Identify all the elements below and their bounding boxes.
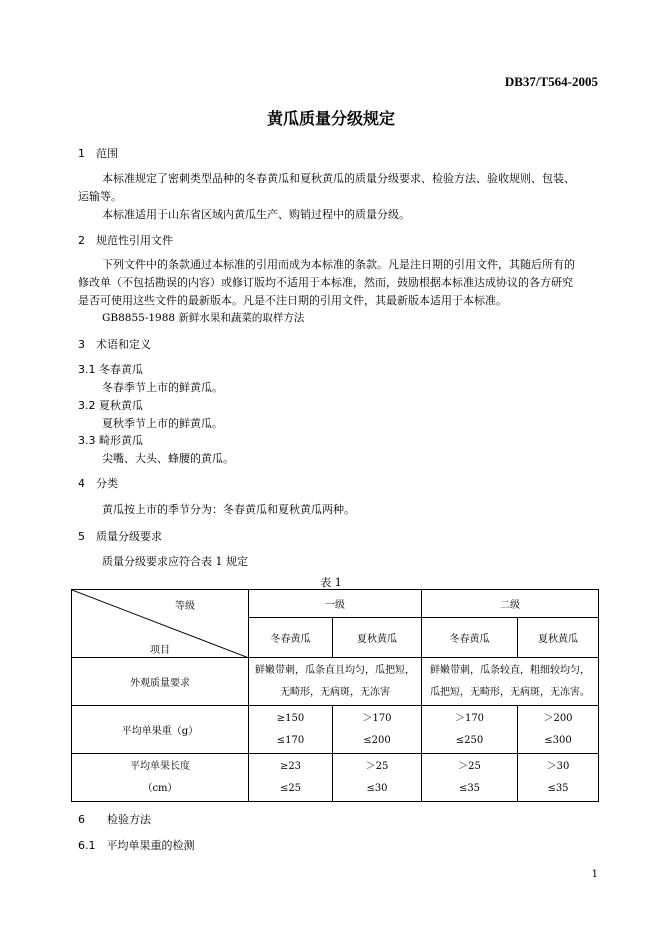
- weight-g1-summer: [333, 706, 422, 754]
- cell-line: （cm）: [142, 782, 178, 794]
- cell-line: ≤300: [544, 734, 572, 746]
- page-number: 1: [591, 869, 598, 880]
- cell-line: ＞25: [365, 760, 389, 772]
- cell-line: ≥150: [276, 712, 305, 724]
- corner-label-item: 项目: [150, 645, 170, 656]
- term-3-1: 3.1 冬春黄瓜: [78, 363, 143, 376]
- cell-line: 瓜把短，无畸形，无病斑，无冻害。: [430, 686, 590, 698]
- appearance-grade-2: [422, 658, 599, 706]
- section-2-reference: GB8855-1988 新鲜水果和蔬菜的取样方法: [102, 312, 305, 324]
- cell-line: ≤200: [363, 734, 391, 746]
- header-g1-winter: 冬春黄瓜: [249, 618, 333, 658]
- section-1-line-2: 运输等。: [78, 190, 122, 203]
- length-g2-summer: [518, 754, 599, 802]
- weight-g2-winter: [422, 706, 518, 754]
- cell-line: 平均单果长度: [130, 760, 190, 772]
- grade-table: [71, 589, 599, 802]
- header-g2-summer: 夏秋黄瓜: [518, 618, 599, 658]
- header-g2-winter: 冬春黄瓜: [422, 618, 518, 658]
- header-grade-2: 二级: [422, 590, 599, 618]
- section-5-text: 质量分级要求应符合表 1 规定: [102, 555, 248, 568]
- section-1-line-3: 本标准适用于山东省区域内黄瓜生产、购销过程中的质量分级。: [102, 208, 410, 221]
- table-caption: 表 1: [320, 576, 342, 589]
- table-corner-cell: [72, 590, 249, 658]
- section-2-line-3: 是否可使用这些文件的最新版本。凡是不注日期的引用文件，其最新版本适用于本标准。: [78, 294, 507, 307]
- section-4-heading: 4 分类: [78, 477, 118, 490]
- weight-g1-winter: [249, 706, 333, 754]
- section-6-1-heading: 6.1 平均单果重的检测: [78, 839, 195, 852]
- cell-line: ≤250: [455, 734, 484, 746]
- appearance-grade-1: [249, 658, 422, 706]
- document-title: 黄瓜质量分级规定: [266, 109, 395, 128]
- term-3-2: 3.2 夏秋黄瓜: [78, 399, 143, 412]
- length-g1-winter: [249, 754, 333, 802]
- section-2-line-2: 修改单（不包括勘误的内容）或修订版均不适用于本标准，然而，鼓励根据本标准达成协议的各方研究: [78, 276, 573, 289]
- section-5-heading: 5 质量分级要求: [78, 530, 162, 543]
- section-2-heading: 2 规范性引用文件: [78, 234, 173, 247]
- cell-line: ≥23: [279, 760, 302, 772]
- section-1-line-1: 本标准规定了密刺类型品种的冬春黄瓜和夏秋黄瓜的质量分级要求、检验方法、验收规则、包装、: [102, 172, 575, 185]
- row-label-weight: 平均单果重（g）: [72, 706, 249, 754]
- cell-line: ＞30: [546, 760, 570, 772]
- term-3-2-definition: 夏秋季节上市的鲜黄瓜。: [102, 417, 223, 430]
- cell-line: ＞200: [543, 712, 573, 724]
- cell-line: ＞25: [458, 760, 481, 772]
- cell-line: ≤25: [279, 782, 302, 794]
- term-3-3: 3.3 畸形黄瓜: [78, 434, 143, 447]
- table-row: [72, 706, 599, 754]
- cell-line: 无畸形，无病斑，无冻害: [280, 686, 390, 698]
- cell-line: 鲜嫩带刺，瓜条直且均匀，瓜把短，: [255, 664, 415, 676]
- weight-g2-summer: [518, 706, 599, 754]
- cell-line: ≤35: [458, 782, 481, 794]
- header-g1-summer: 夏秋黄瓜: [333, 618, 422, 658]
- length-g1-summer: [333, 754, 422, 802]
- row-label-appearance: 外观质量要求: [72, 658, 249, 706]
- cell-line: ＞170: [454, 712, 485, 724]
- table-row: [72, 754, 599, 802]
- corner-label-grade: 等级: [175, 601, 195, 612]
- section-2-line-1: 下列文件中的条款通过本标准的引用而成为本标准的条款。凡是注日期的引用文件，其随后所有的: [102, 258, 575, 271]
- section-6-heading: 6 检验方法: [78, 813, 151, 826]
- document-code: DB37/T564-2005: [504, 74, 598, 89]
- term-3-3-definition: 尖嘴、大头、蜂腰的黄瓜。: [102, 452, 234, 465]
- length-g2-winter: [422, 754, 518, 802]
- header-grade-1: 一级: [249, 590, 422, 618]
- row-label-length: [72, 754, 249, 802]
- cell-line: ≤170: [276, 734, 305, 746]
- section-4-text: 黄瓜按上市的季节分为：冬春黄瓜和夏秋黄瓜两种。: [102, 503, 355, 516]
- cell-line: ≤30: [366, 782, 388, 794]
- section-1-heading: 1 范围: [78, 147, 118, 160]
- section-3-heading: 3 术语和定义: [78, 338, 151, 351]
- cell-line: ≤35: [547, 782, 569, 794]
- term-3-1-definition: 冬春季节上市的鲜黄瓜。: [102, 381, 223, 394]
- cell-line: 鲜嫩带刺，瓜条较直，粗细较均匀，: [430, 664, 590, 676]
- cell-line: ＞170: [362, 712, 392, 724]
- table-row: [72, 658, 599, 706]
